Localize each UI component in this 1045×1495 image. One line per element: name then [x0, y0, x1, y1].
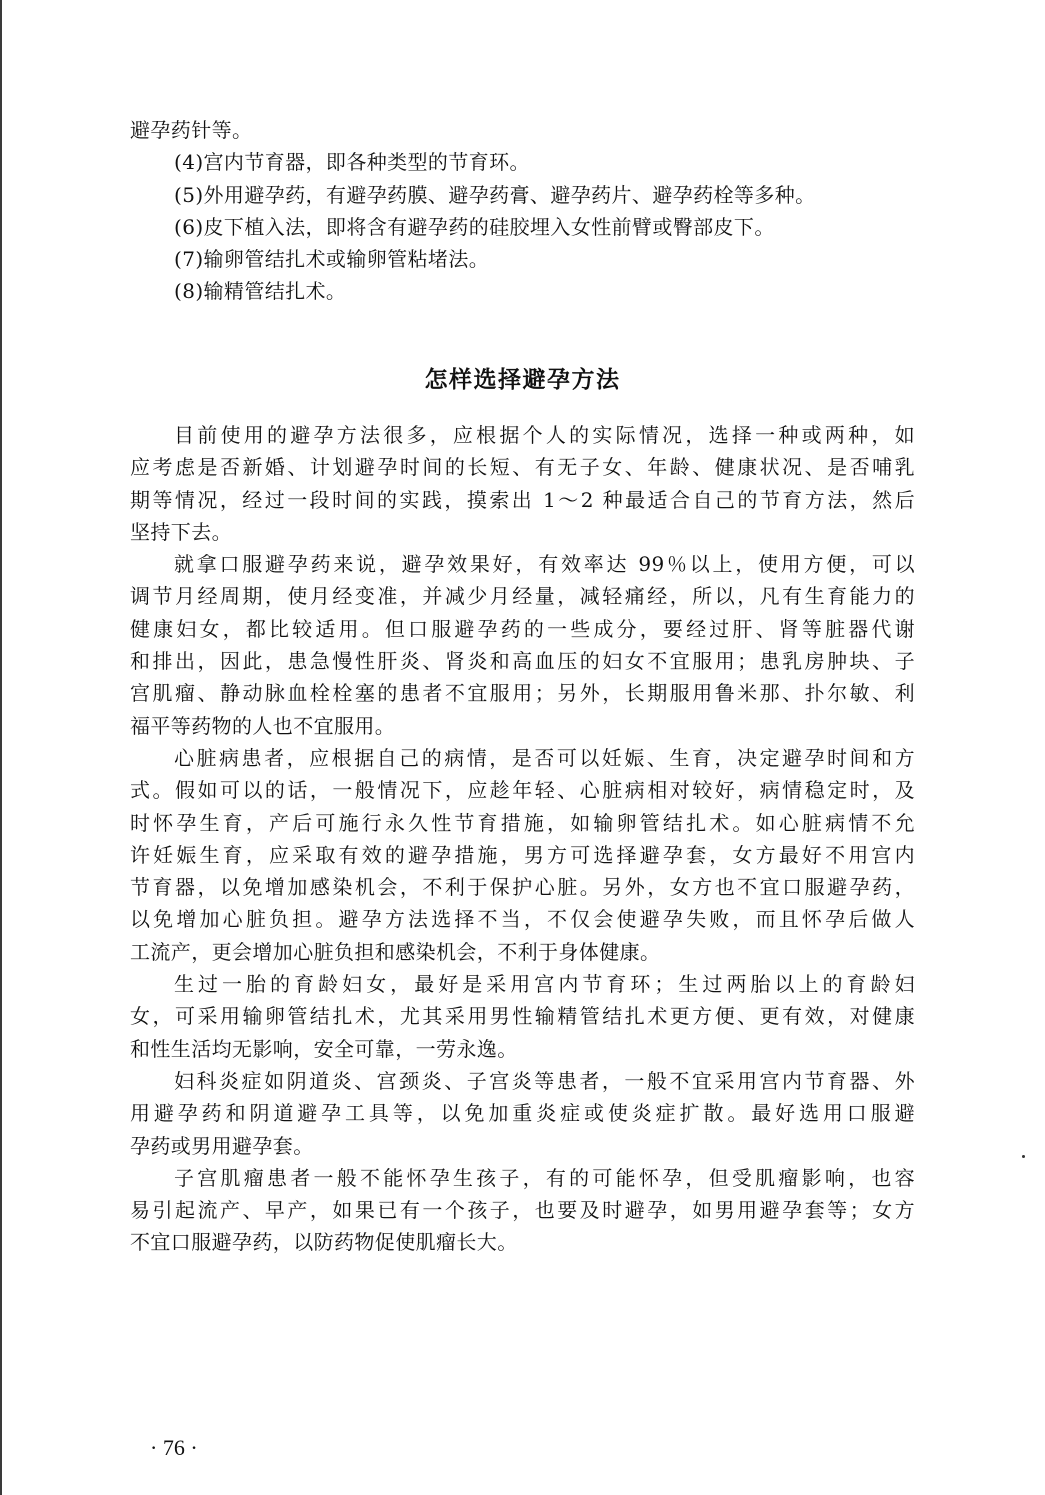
- paragraph-line: 福平等药物的人也不宜服用。: [130, 713, 396, 738]
- page-edge-rule: [0, 0, 2, 1495]
- paragraph-line: 宫肌瘤、静动脉血栓栓塞的患者不宜服用；另外，长期服用鲁米那、扑尔敏、利: [130, 681, 915, 706]
- paragraph-line: 心脏病患者，应根据自己的病情，是否可以妊娠、生育，决定避孕时间和方: [174, 745, 915, 770]
- paragraph-line: 和排出，因此，患急慢性肝炎、肾炎和高血压的妇女不宜服用；患乳房肿块、子: [130, 649, 915, 674]
- paragraph-line: 期等情况，经过一段时间的实践，摸索出 1～2 种最适合自己的节育方法，然后: [130, 487, 915, 512]
- scan-speck: [1022, 1155, 1025, 1158]
- paragraph-line: 应考虑是否新婚、计划避孕时间的长短、有无子女、年龄、健康状况、是否哺乳: [130, 455, 915, 480]
- contraceptive-methods-list: [130, 114, 915, 308]
- list-item: (8)输精管结扎术。: [174, 279, 347, 304]
- paragraph-line: 工流产，更会增加心脏负担和感染机会，不利于身体健康。: [130, 939, 661, 964]
- page-number: · 76 ·: [150, 1435, 198, 1460]
- paragraph-5: [130, 1065, 915, 1162]
- list-item: (7)输卵管结扎术或输卵管粘堵法。: [174, 247, 490, 272]
- paragraph-line: 目前使用的避孕方法很多，应根据个人的实际情况，选择一种或两种，如: [174, 423, 915, 447]
- paragraph-line: 易引起流产、早产，如果已有一个孩子，也要及时避孕，如男用避孕套等；女方: [130, 1198, 915, 1223]
- list-item: (5)外用避孕药，有避孕药膜、避孕药膏、避孕药片、避孕药栓等多种。: [174, 182, 816, 207]
- paragraph-4: [130, 968, 915, 1065]
- paragraph-line: 调节月经周期，使月经变准，并减少月经量，减轻痛经，所以，凡有生育能力的: [130, 584, 915, 609]
- paragraph-6: [130, 1162, 915, 1259]
- paragraph-line: 就拿口服避孕药来说，避孕效果好，有效率达 99％以上，使用方便，可以: [174, 552, 915, 577]
- paragraph-2: [130, 548, 915, 742]
- paragraph-line: 子宫肌瘤患者一般不能怀孕生孩子，有的可能怀孕，但受肌瘤影响，也容: [174, 1165, 915, 1190]
- paragraph-line: 节育器，以免增加感染机会，不利于保护心脏。另外，女方也不宜口服避孕药，: [130, 875, 915, 900]
- section-body: [130, 419, 915, 1259]
- section-heading: 怎样选择避孕方法: [424, 367, 621, 393]
- list-continuation: 避孕药针等。: [130, 118, 253, 142]
- paragraph-line: 许妊娠生育，应采取有效的避孕措施，男方可选择避孕套，女方最好不用宫内: [130, 842, 915, 867]
- paragraph-line: 用避孕药和阴道避孕工具等，以免加重炎症或使炎症扩散。最好选用口服避: [130, 1101, 915, 1126]
- paragraph-line: 孕药或男用避孕套。: [130, 1133, 314, 1158]
- paragraph-line: 健康妇女，都比较适用。但口服避孕药的一些成分，要经过肝、肾等脏器代谢: [130, 616, 915, 641]
- paragraph-1: [130, 419, 915, 548]
- paragraph-line: 和性生活均无影响，安全可靠，一劳永逸。: [130, 1036, 518, 1061]
- paragraph-line: 式。假如可以的话，一般情况下，应趁年轻、心脏病相对较好，病情稳定时，及: [130, 778, 915, 803]
- paragraph-line: 女，可采用输卵管结扎术，尤其采用男性输精管结扎术更方便、更有效，对健康: [130, 1004, 915, 1029]
- paragraph-line: 坚持下去。: [130, 519, 232, 544]
- paragraph-line: 以免增加心脏负担。避孕方法选择不当，不仅会使避孕失败，而且怀孕后做人: [130, 907, 915, 932]
- paragraph-line: 不宜口服避孕药，以防药物促使肌瘤长大。: [130, 1230, 518, 1255]
- list-item: (4)宫内节育器，即各种类型的节育环。: [174, 150, 530, 175]
- list-item: (6)皮下植入法，即将含有避孕药的硅胶埋入女性前臂或臀部皮下。: [174, 214, 775, 239]
- paragraph-3: [130, 742, 915, 968]
- paragraph-line: 妇科炎症如阴道炎、宫颈炎、子宫炎等患者，一般不宜采用宫内节育器、外: [174, 1068, 915, 1093]
- paragraph-line: 时怀孕生育，产后可施行永久性节育措施，如输卵管结扎术。如心脏病情不允: [130, 810, 915, 835]
- paragraph-line: 生过一胎的育龄妇女，最好是采用宫内节育环；生过两胎以上的育龄妇: [174, 972, 915, 997]
